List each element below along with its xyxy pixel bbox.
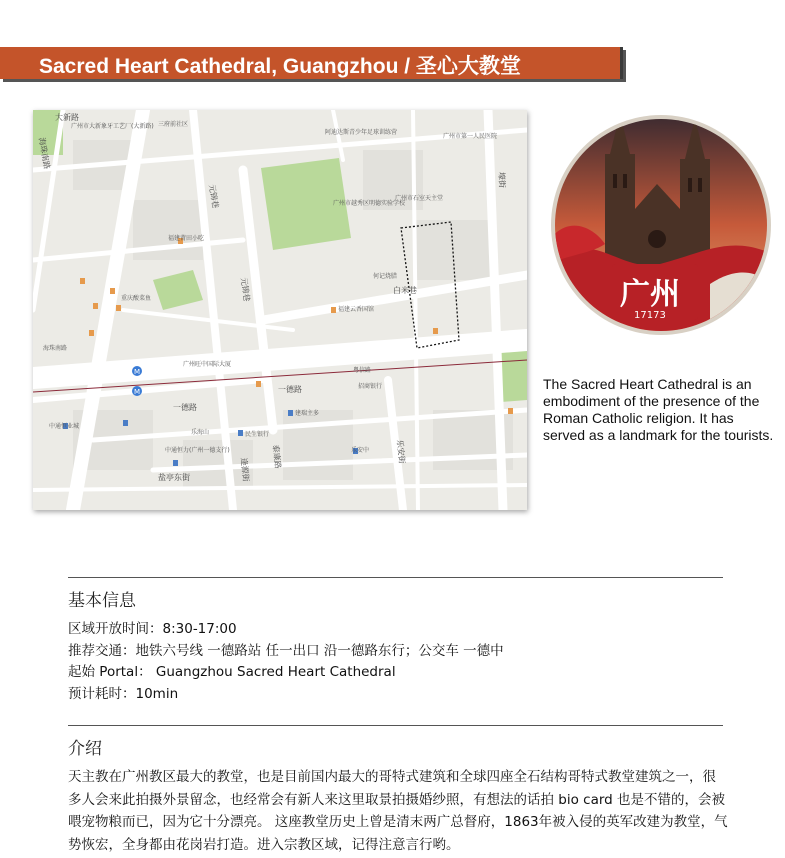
road-label: 壕街	[497, 171, 507, 189]
place-label: 粤信路	[353, 367, 372, 374]
place-label: 广州市石室天主堂	[395, 195, 444, 202]
road-label: 元锦巷	[207, 183, 221, 209]
place-label: 海珠南路	[43, 345, 68, 352]
metro-label: M	[134, 388, 141, 396]
road-label: 泰康路	[271, 444, 283, 470]
place-label: 中通恒力(广州一德支行)	[165, 447, 230, 454]
place-label: 福建莆田小吃	[168, 235, 205, 242]
road-label: 一德路	[278, 385, 302, 394]
info-line-duration: 预计耗时：10min	[68, 685, 179, 702]
badge-city-text: 广州	[620, 277, 680, 312]
divider	[68, 725, 723, 726]
place-label: 广州市第一人民医院	[443, 133, 498, 140]
title-banner	[0, 47, 623, 79]
location-map[interactable]	[33, 110, 527, 510]
road-label: 白米巷	[393, 286, 417, 295]
place-label: 何记烧腊	[373, 273, 398, 280]
place-label: 三府前社区	[158, 121, 189, 128]
place-label: 中通恒业城	[49, 423, 80, 430]
road-label: 一德路	[173, 403, 197, 412]
place-label: 招商银行	[358, 383, 383, 390]
place-label: 阿迪达斯青少年足球训练营	[325, 129, 398, 136]
road-label: 盐亭东街	[158, 473, 190, 482]
place-label: 乐海山	[191, 429, 210, 436]
basic-info-heading: 基本信息	[68, 591, 136, 611]
badge-code-text: 17173	[634, 310, 666, 321]
divider	[68, 577, 723, 578]
place-label: 建瑞主多	[295, 410, 320, 417]
place-label: 重庆酸菜鱼	[121, 295, 152, 302]
cathedral-badge-image	[550, 114, 772, 336]
place-label: 民生银行	[245, 431, 270, 438]
road-label: 逄源街	[239, 457, 251, 483]
map-canvas	[33, 110, 527, 510]
page-title: Sacred Heart Cathedral, Guangzhou / 圣心大教堂	[39, 55, 521, 78]
road-label: 乐安街	[395, 439, 407, 465]
place-label: 广州市越秀区明德实验学校	[333, 200, 406, 207]
place-label: 乐安中	[351, 447, 370, 454]
english-description: The Sacred Heart Cathedral is an embodiment of the presence of the Roman Catholic religion. It has served as a landmark for the tourists.	[543, 376, 774, 443]
intro-text: 天主教在广州教区最大的教堂，也是目前国内最大的哥特式建筑和全球四座全石结构哥特式教堂建筑之一，很多人会来此拍摄外景留念，也经常会有新人来这里取景拍摄婚纱照，有想法的话拍 bio card 也是不错的，会被喂宠物粮而已，因为它十分漂亮。 这座教堂历史上曾是清末两广总督府，1863年被入侵的英军改建为教堂，气势恢宏，全身都由花岗岩打造。进入宗教区域，记得注意言行哟。	[68, 769, 728, 853]
basic-info-list	[68, 619, 504, 705]
road-label: 海珠南路	[37, 136, 52, 170]
intro-heading: 介绍	[68, 739, 102, 759]
place-label: 广州旺中国际大厦	[183, 361, 232, 368]
info-line-transport: 推荐交通：地铁六号线 一德路站 任一出口 沿一德路东行；公交车 一德中	[68, 642, 504, 659]
place-label: 福建云香国馆	[338, 306, 375, 313]
metro-label: M	[134, 368, 141, 376]
info-line-hours: 区域开放时间：8:30-17:00	[68, 621, 237, 637]
info-line-portal: 起始 Portal： Guangzhou Sacred Heart Cathedral	[68, 664, 396, 680]
road-label: 元锦巷	[239, 277, 252, 303]
road-label: 大新路	[55, 113, 79, 122]
place-label: 广州市大新象牙工艺厂(大新路)	[71, 123, 154, 130]
